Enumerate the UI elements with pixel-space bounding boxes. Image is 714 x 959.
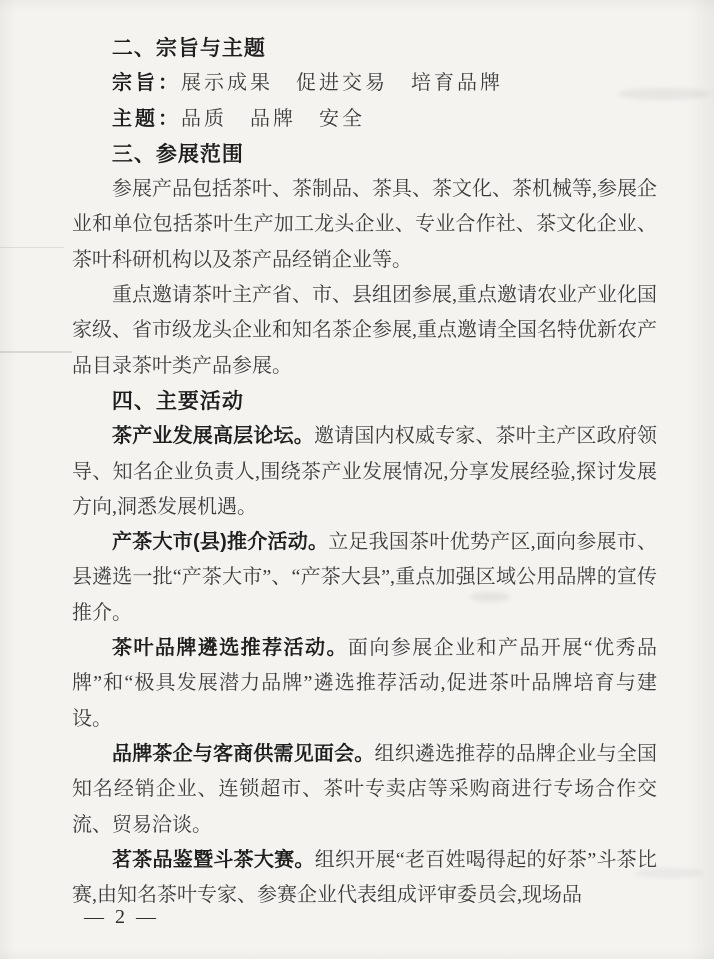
paragraph-exhibit-scope-2: 重点邀请茶叶主产省、市、县组团参展,重点邀请农业产业化国家级、省市级龙头企业和知名茶企参展,重点邀请全国名特优新农产品目录茶叶类产品参展。 xyxy=(72,284,657,377)
activity-title-tea-contest: 茗茶品鉴暨斗茶大赛。 xyxy=(112,848,315,871)
scan-artifact-streak xyxy=(0,351,72,353)
theme-line xyxy=(72,102,657,137)
purpose-label: 宗旨： xyxy=(112,72,181,95)
purpose-line xyxy=(72,66,657,101)
paragraph-activity-city-promotion xyxy=(72,525,657,631)
activity-body-city-promotion: 立足我国茶叶优势产区,面向参展市、县遴选一批“产茶大市”、“产茶大县”,重点加强区域公用品牌的宣传推介。 xyxy=(72,531,657,624)
paragraph-activity-brand-selection xyxy=(72,631,657,737)
activity-title-brand-selection: 茶叶品牌遴选推荐活动。 xyxy=(112,637,348,660)
section-heading-purpose-theme: 二、宗旨与主题 xyxy=(111,37,266,60)
activity-body-supply-meeting: 组织遴选推荐的品牌企业与全国知名经销企业、连锁超市、茶叶专卖店等采购商进行专场合作交流、贸易洽谈。 xyxy=(72,742,657,836)
activity-title-supply-meeting: 品牌茶企与客商供需见面会。 xyxy=(112,742,375,765)
activity-body-forum: 邀请国内权威专家、茶叶主产区政府领导、知名企业负责人,围绕茶产业发展情况,分享发展经验,探讨发展方向,洞悉发展机遇。 xyxy=(72,425,658,518)
section-heading-exhibit-scope: 三、参展范围 xyxy=(111,142,244,166)
scan-artifact-streak xyxy=(0,247,64,248)
activity-title-forum: 茶产业发展高层论坛。 xyxy=(112,425,314,448)
paragraph-exhibit-scope-1: 参展产品包括茶叶、茶制品、茶具、茶文化、茶机械等,参展企业和单位包括茶叶生产加工龙头企业、专业合作社、茶文化企业、茶叶科研机构以及茶产品经销企业等。 xyxy=(72,178,657,271)
activity-body-tea-contest: 组织开展“老百姓喝得起的好茶”斗茶比赛,由知名茶叶专家、参赛企业代表组成评审委员会,现场品 xyxy=(72,848,657,907)
paragraph-activity-supply-meeting xyxy=(72,737,657,843)
document-body xyxy=(72,31,657,913)
activity-title-city-promotion: 产茶大市(县)推介活动。 xyxy=(112,531,329,554)
theme-text: 品质 品牌 安全 xyxy=(181,107,365,130)
paragraph-activity-forum xyxy=(72,419,657,525)
theme-label: 主题： xyxy=(112,107,181,130)
page-number: — 2 — xyxy=(84,906,159,928)
purpose-text: 展示成果 促进交易 培育品牌 xyxy=(181,72,503,95)
activity-body-brand-selection: 面向参展企业和产品开展“优秀品牌”和“极具发展潜力品牌”遴选推荐活动,促进茶叶品牌培育与建设。 xyxy=(72,637,657,730)
paragraph-activity-tea-contest xyxy=(72,843,657,914)
section-heading-main-activities: 四、主要活动 xyxy=(111,389,244,413)
